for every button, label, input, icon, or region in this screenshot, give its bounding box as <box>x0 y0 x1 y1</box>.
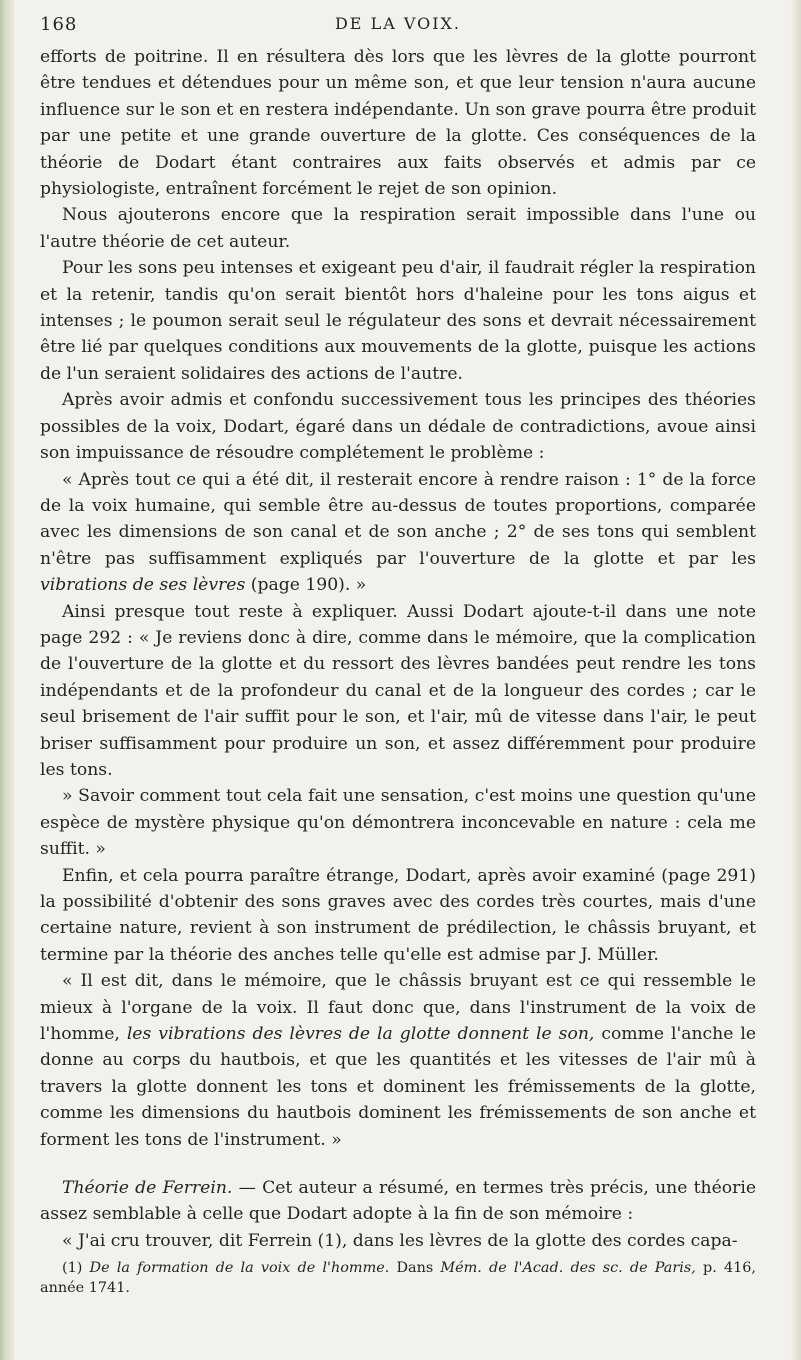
quote-text: « Après tout ce qui a été dit, il resterait encore à rendre raison : 1° de la force de la voix humaine, qui semble être au-dessus de toutes proportions, comparée avec les dimensions de son canal et de son anche ; 2° de ses tons qui semblent n'être pas suffisamment expliqués par l'ouverture de la glotte et par les <box>40 469 756 569</box>
section-paragraph <box>40 1175 756 1228</box>
running-head: DE LA VOIX. <box>334 14 462 33</box>
paragraph: Après avoir admis et confondu successivement tous les principes des théories possibles de la voix, Dodart, égaré dans un dédale de contradictions, avoue ainsi son impuissance de résoudre complétement le problème : <box>40 390 756 464</box>
quote-text-end: comme l'anche le donne au corps du hautbois, et que les quantités et les vitesses de l'air mû à travers la glotte donnent les tons et dominent les frémissements de la glotte, comme les dimensions du hautbois dominent les frémissements de son anche et forment les tons de l'instrument. » <box>40 1024 756 1150</box>
paragraph: Nous ajouterons encore que la respiration serait impossible dans l'une ou l'autre théorie de cet auteur. <box>40 205 756 252</box>
page-number: 168 <box>40 14 78 35</box>
page-right-edge <box>791 0 801 1360</box>
quote-text-end: (page 190). » <box>250 575 367 596</box>
paragraph: efforts de poitrine. Il en résultera dès lors que les lèvres de la glotte pourront être tendues et détendues pour un même son, et que leur tension n'aura aucune influence sur le son et en restera indépendante. Un son grave pourra être produit par une petite et une grande ouverture de la glotte. Ces conséquences de la théorie de Dodart étant contraires aux faits observés et admis par ce physiologiste, entraînent forcément le rejet de son opinion. <box>40 47 756 200</box>
paragraph: « J'ai cru trouver, dit Ferrein (1), dans les lèvres de la glotte des cordes capa- <box>62 1230 738 1251</box>
footnote <box>40 1258 756 1298</box>
footnote-ref: p. 416, année 1741. <box>40 1260 756 1297</box>
quote-italic: vibrations de ses lèvres <box>40 575 246 596</box>
page-left-edge <box>0 0 14 1360</box>
quote-text: « Il est dit, dans le mémoire, que le châssis bruyant est ce qui ressemble le mieux à l'organe de la voix. Il faut donc que, dans l'instrument de la voix de l'homme, <box>40 971 756 1045</box>
page-body <box>40 44 756 1298</box>
footnote-marker: (1) <box>62 1260 83 1277</box>
section-title: Théorie de Ferrein. <box>62 1178 233 1199</box>
paragraph: Pour les sons peu intenses et exigeant peu d'air, il faudrait régler la respiration et la retenir, tandis qu'on serait bientôt hors d'haleine pour les tons aigus et intenses ; le poumon serait seul le régulateur des sons et devrait nécessairement être lié par quelques conditions aux mouvements de la glotte, puisque les actions de l'un seraient solidaires des actions de l'autre. <box>40 258 756 384</box>
paragraph: » Savoir comment tout cela fait une sensation, c'est moins une question qu'une espèce de mystère physique qu'on démontrera inconcevable en nature : cela me suffit. » <box>40 786 756 860</box>
section-text: — Cet auteur a résumé, en termes très précis, une théorie assez semblable à celle que Dodart adopte à la fin de son mémoire : <box>40 1178 757 1225</box>
footnote-title: De la formation de la voix de l'homme. <box>89 1260 390 1277</box>
quotation-paragraph <box>40 467 756 599</box>
page-header <box>40 14 756 42</box>
paragraph: Ainsi presque tout reste à expliquer. Aussi Dodart ajoute-t-il dans une note page 292 : « Je reviens donc à dire, comme dans le mémoire, que la complication de l'ouverture de la glotte et du ressort des lèvres bandées peut rendre les tons indépendants et de la profondeur du canal et de la longueur des cordes ; car le seul brisement de l'air suffit pour le son, et l'air, mû de vitesse dans l'air, le peut briser suffisamment pour produire un son, et assez différemment pour produire les tons. <box>40 601 756 780</box>
footnote-text: Dans <box>396 1260 434 1277</box>
footnote-journal: Mém. de l'Acad. des sc. de Paris, <box>440 1260 696 1277</box>
section-gap <box>40 1153 756 1175</box>
paragraph: Enfin, et cela pourra paraître étrange, Dodart, après avoir examiné (page 291) la possibilité d'obtenir des sons graves avec des cordes très courtes, mais d'une certaine nature, revient à son instrument de prédilection, le châssis bruyant, et termine par la théorie des anches telle qu'elle est admise par J. Müller. <box>40 865 756 965</box>
quotation-paragraph <box>40 968 756 1153</box>
quote-italic: les vibrations des lèvres de la glotte donnent le son, <box>126 1024 595 1045</box>
